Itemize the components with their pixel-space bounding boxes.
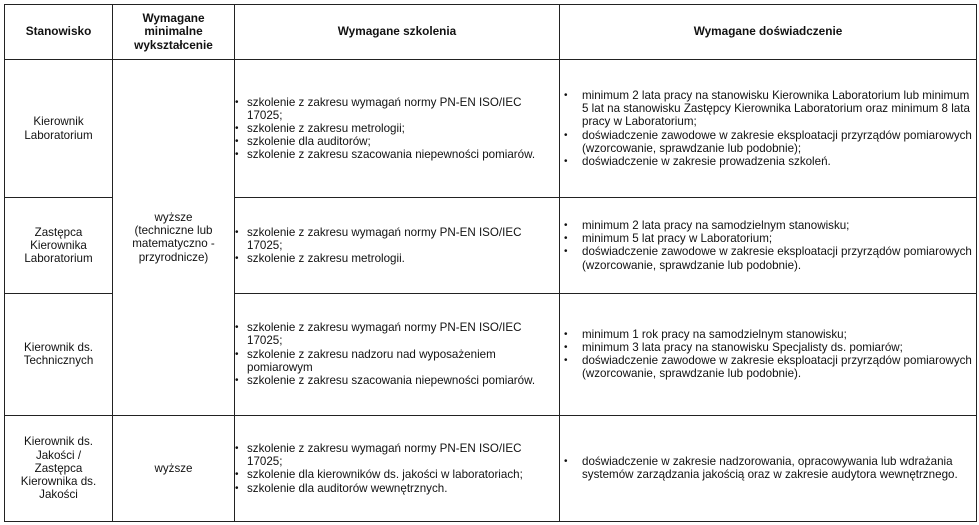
list-item: • doświadczenie w zakresie nadzorowania, opracowywania lub wdrażania systemów zarządzania jakością oraz w zakresie audytora wewnętrznego. xyxy=(560,455,976,481)
list-item: • minimum 2 lata pracy na stanowisku Kierownika Laboratorium lub minimum 5 lat na stanowisku Zastępcy Kierownika Laboratorium oraz minimum 8 lata pracy w Laboratorium; xyxy=(560,89,976,129)
training-cell xyxy=(235,293,560,415)
list-item: • szkolenie z zakresu metrologii; xyxy=(235,122,559,135)
list-item: • doświadczenie zawodowe w zakresie eksploatacji przyrządów pomiarowych (wzorcowanie, sprawdzanie lub podobnie); xyxy=(560,129,976,155)
table-row xyxy=(5,60,977,198)
training-cell xyxy=(235,198,560,293)
list-item: • szkolenie z zakresu nadzoru nad wyposażeniem pomiarowym xyxy=(235,348,559,374)
position-cell xyxy=(5,293,113,415)
header-education-label: Wymagane minimalne wykształcenie xyxy=(134,11,213,52)
training-cell xyxy=(235,415,560,521)
header-experience: Wymagane doświadczenie xyxy=(560,5,977,60)
experience-cell xyxy=(560,198,977,293)
list-item: • szkolenie z zakresu szacowania niepewności pomiarów. xyxy=(235,374,559,387)
list-item: • szkolenie dla kierowników ds. jakości w laboratoriach; xyxy=(235,468,559,481)
list-item: • doświadczenie w zakresie prowadzenia szkoleń. xyxy=(560,155,976,168)
list-item: • doświadczenie zawodowe w zakresie eksploatacji przyrządów pomiarowych (wzorcowanie, sprawdzanie lub podobnie). xyxy=(560,354,976,380)
list-item: • minimum 2 lata pracy na samodzielnym stanowisku; xyxy=(560,219,976,232)
experience-cell xyxy=(560,60,977,198)
table-row xyxy=(5,415,977,521)
list-item: • minimum 1 rok pracy na samodzielnym stanowisku; xyxy=(560,328,976,341)
list-item: • szkolenie z zakresu wymagań normy PN-EN ISO/IEC 17025; xyxy=(235,96,559,122)
experience-list xyxy=(560,455,976,481)
header-training: Wymagane szkolenia xyxy=(235,5,560,60)
list-item: • szkolenie z zakresu wymagań normy PN-EN ISO/IEC 17025; xyxy=(235,226,559,252)
list-item: • szkolenie z zakresu metrologii. xyxy=(235,252,559,265)
training-list xyxy=(235,321,559,387)
list-item: • szkolenie dla auditorów; xyxy=(235,135,559,148)
position-cell xyxy=(5,198,113,293)
requirements-table xyxy=(4,4,977,522)
header-position: Stanowisko xyxy=(5,5,113,60)
position-name: Zastępca Kierownika Laboratorium xyxy=(24,225,93,265)
position-cell xyxy=(5,415,113,521)
position-name: Kierownik Laboratorium xyxy=(24,115,93,142)
position-name: Kierownik ds. Jakości / Zastępca Kierownika ds. Jakości xyxy=(20,435,97,502)
list-item: • szkolenie z zakresu szacowania niepewności pomiarów. xyxy=(235,148,559,161)
list-item: • szkolenie z zakresu wymagań normy PN-EN ISO/IEC 17025; xyxy=(235,442,559,468)
list-item: • minimum 3 lata pracy na stanowisku Specjalisty ds. pomiarów; xyxy=(560,341,976,354)
position-name: Kierownik ds. Technicznych xyxy=(23,340,94,368)
experience-list xyxy=(560,89,976,168)
list-item: • szkolenie dla auditorów wewnętrznych. xyxy=(235,482,559,495)
training-list xyxy=(235,226,559,266)
experience-list xyxy=(560,328,976,381)
education-cell xyxy=(113,60,235,416)
list-item: • doświadczenie zawodowe w zakresie eksploatacji przyrządów pomiarowych (wzorcowanie, sprawdzanie lub podobnie). xyxy=(560,245,976,271)
experience-cell xyxy=(560,293,977,415)
list-item: • szkolenie z zakresu wymagań normy PN-EN ISO/IEC 17025; xyxy=(235,321,559,347)
education-value: wyższe xyxy=(154,461,193,475)
header-education xyxy=(113,5,235,60)
training-cell xyxy=(235,60,560,198)
experience-list xyxy=(560,219,976,272)
header-row xyxy=(5,5,977,60)
training-list xyxy=(235,442,559,495)
training-list xyxy=(235,96,559,162)
list-item: • minimum 5 lat pracy w Laboratorium; xyxy=(560,232,976,245)
position-cell xyxy=(5,60,113,198)
education-value: wyższe (techniczne lub matematyczno - przyrodnicze) xyxy=(132,210,215,264)
experience-cell xyxy=(560,415,977,521)
education-cell xyxy=(113,415,235,521)
